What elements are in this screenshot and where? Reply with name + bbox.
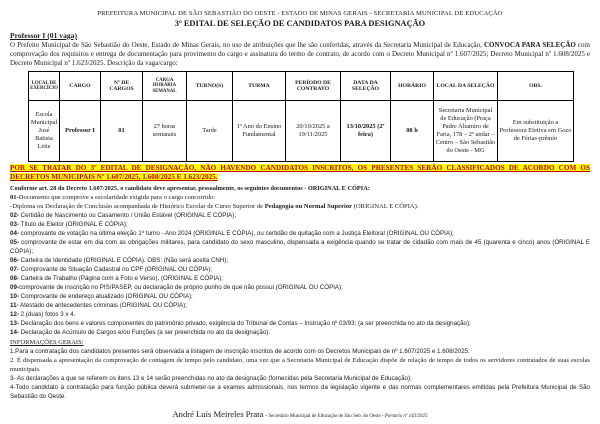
intro-seg3: com comprovação dos requisitos e entrega de documentação para provimento do cargo e assinatura do termo de contrato, de acordo com o Decreto Municipal nº 1.607/2025; Decreto Municipal nº 1.608/2025 e Decreto Municipal nº 1.623/2025. Descrição da vaga/cargo: xyxy=(10,41,590,67)
signature-title: Secretário Municipal de Educação de São Seb. do Oeste - xyxy=(268,414,385,419)
cell-periodo-contrato: 20/10/2025 a 19/11/2025 xyxy=(286,101,341,162)
highlight-notice xyxy=(10,164,590,182)
col-header-turnos: TURNO(S) xyxy=(187,72,233,101)
general-info-heading: INFORMAÇÕES GERAIS: xyxy=(10,339,84,346)
cell-horario: 08 h xyxy=(391,101,434,162)
position-title: Professor I (01 vaga) xyxy=(10,31,77,40)
signature-line xyxy=(10,404,590,422)
documents-heading: Conforme art. 28 do Decreto 1.607/2025, o candidato deve apresentar, pessoalmente, os seguintes documentos - ORIGINAL E CÓPIA: xyxy=(10,185,370,192)
col-header-data-selecao: DATA DA SELEÇÃO xyxy=(341,72,391,101)
info-item-3: 3- As declarações a que se referem os itens 13 e 14 serão preenchidas no ato da designação (fornecidas pela Secretaria Municipal de Educação); xyxy=(10,375,412,382)
col-header-local-selecao: LOCAL DA SELEÇÃO xyxy=(434,72,498,101)
info-item-4: 4-Todo candidato à contratação para função pública deverá submeter-se a exames admissionais, nos termos da legislação vigente e das normas complementares emitidas pela Prefeitura Municipal de São Sebastião do Oeste. xyxy=(10,384,590,400)
vacancy-table xyxy=(28,71,574,162)
doc-item-02: 02- Certidão de Nascimento ou Casamento / União Estável (ORIGINAL E CÓPIA); xyxy=(10,212,237,219)
col-header-periodo-contrato: PERÍODO DE CONTRATO xyxy=(286,72,341,101)
doc-item-01: 01-Documento que comprove a escolaridade exigida para o cargo concorrido: xyxy=(10,194,216,201)
doc-item-13: 13- Declaração dos bens e valores componentes do patrimônio privado, exigência do Tribunal de Contas – Instrução nº 03/93; (a ser preenchida no ato da designação); xyxy=(10,320,471,327)
document-header-line: PREFEITURA MUNICIPAL DE SÃO SEBASTIÃO DO OESTE - ESTADO DE MINAS GERAIS - SECRETARIA MUNICIPAL DE EDUCAÇÃO xyxy=(97,10,503,17)
col-header-obs: OBS. xyxy=(498,72,574,101)
doc-item-01-diploma: -Diploma ou Declaração de Conclusão acompanhada de Histórico Escolar de Curso Superior de Pedagogia ou Normal Superior (ORIGINAL E CÓPIA). xyxy=(10,203,419,210)
doc-item-07: 07- Comprovante de Situação Cadastral no CPF (ORIGINAL OU CÓPIA); xyxy=(10,266,212,273)
doc-item-11: 11- Atestado de antecedentes criminais (ORIGINAL OU CÓPIA); xyxy=(10,302,187,309)
doc-item-04: 04- comprovante de votação na última eleição 1º turno - Ano 2024 (ORIGINAL E CÓPIA), ou certidão de quitação com a Justiça Eleitoral (ORIGINAL OU CÓPIA); xyxy=(10,230,454,237)
cell-local-selecao: Secretaria Municipal de Educação (Praça Padre Altamiro de Faria, 178 – 2º andar – Centro – São Sebastião do Oeste - MG xyxy=(434,101,498,162)
doc-item-10: 10- Comprovante de endereço atualizado (ORIGINAL OU CÓPIA); xyxy=(10,293,193,300)
doc-item-06: 06- Carteira de Identidade (ORIGINAL E CÓPIA). OBS: (Não será aceita CNH); xyxy=(10,257,229,264)
cell-cargo: Professor I xyxy=(60,101,101,162)
cell-carga-horaria: 27 horas semanais xyxy=(143,101,187,162)
table-row xyxy=(29,101,574,162)
intro-seg1: O Prefeito Municipal de São Sebastião do Oeste, Estado de Minas Gerais, no uso de atribuições que lhe são conferidas, através da Secretaria Municipal de Educação, xyxy=(10,41,484,49)
cell-local-exercicio: Escola Municipal José Batista Leite xyxy=(29,101,60,162)
cell-obs: Em substituição a Professora Efetiva em Gozo de Férias-prêmio xyxy=(498,101,574,162)
table-header-row xyxy=(29,72,574,101)
doc-item-08: 08- Carteira de Trabalho (Página com a Foto e Verso), (ORIGINAL E CÓPIA); xyxy=(10,275,223,282)
cell-n-cargos: 01 xyxy=(101,101,143,162)
col-header-local-exercicio: LOCAL DE EXERCÍCIO xyxy=(29,72,60,101)
highlight-notice-line2: DECRETOS MUNICIPAIS Nº 1.607/2025, 1.608/2025 E 1.623/2025. xyxy=(10,173,218,181)
signature-portaria: Portaria nº 143/2025 xyxy=(384,414,428,419)
intro-convoca-bold: CONVOCA PARA SELEÇÃO xyxy=(484,41,576,49)
doc-item-12: 12- 2 (duas) fotos 3 x 4. xyxy=(10,311,76,318)
intro-paragraph xyxy=(10,41,590,68)
cell-turma: 1º Ano do Ensino Fundamental xyxy=(233,101,286,162)
col-header-n-cargos: Nº DE CARGOS xyxy=(101,72,143,101)
doc-item-03: 03- Título de Eleitor (ORIGINAL E CÓPIA); xyxy=(10,221,128,228)
cell-turnos: Tarde xyxy=(187,101,233,162)
signature-separator: - xyxy=(263,413,269,419)
edital-title: 3º EDITAL DE SELEÇÃO DE CANDIDATOS PARA DESIGNAÇÃO xyxy=(174,19,426,28)
info-item-1: 1.Para a contratação dos candidatos presentes será observada a listagem de inscrição inscritos de acordo com os Decretos Municipais de nº 1.607/2025 e 1.608/2025; xyxy=(10,348,470,355)
col-header-cargo: CARGO xyxy=(60,72,101,101)
info-item-2: 2. É dispensada a apresentação da comprovação de contagem de tempo pelo candidato, uma vez que a Secretaria Municipal de Educação dispõe de relação de tempo de todos os servidores contratados de suas escolas municipais. xyxy=(10,357,590,373)
highlight-notice-line1: POR SE TRATAR DO 3º EDITAL DE DESIGNAÇÃO, NÃO HAVENDO CANDIDATOS INSCRITOS, OS PRESENTES SERÃO CLASSIFICADOS DE ACORDO COM OS xyxy=(10,164,590,172)
doc-item-05: 05- comprovante de estar em dia com as obrigações militares, para candidato do sexo masculino, dispensada a exigência quando se tratar de cidadão com mais de 45 (quarenta e cinco) anos (ORIGINAL E CÓPIA); xyxy=(10,239,590,255)
doc-item-14: 14- Declaração de Acúmulo de Cargos e/ou Funções (a ser preenchida no ato da designação). xyxy=(10,329,271,336)
doc-item-09: 09-comprovante de inscrição no PIS/PASEP, ou declaração de próprio punho de que não possui (ORIGINAL OU CÓPIA); xyxy=(10,284,343,291)
signature-name: André Luís Meireles Prata xyxy=(172,409,264,419)
col-header-turma: TURMA xyxy=(233,72,286,101)
col-header-carga-horaria: CARGA HORÁRIA SEMANAL xyxy=(143,72,187,101)
cell-data-selecao: 13/10/2025 (2ª feira) xyxy=(341,101,391,162)
col-header-horario: HORÁRIO xyxy=(391,72,434,101)
